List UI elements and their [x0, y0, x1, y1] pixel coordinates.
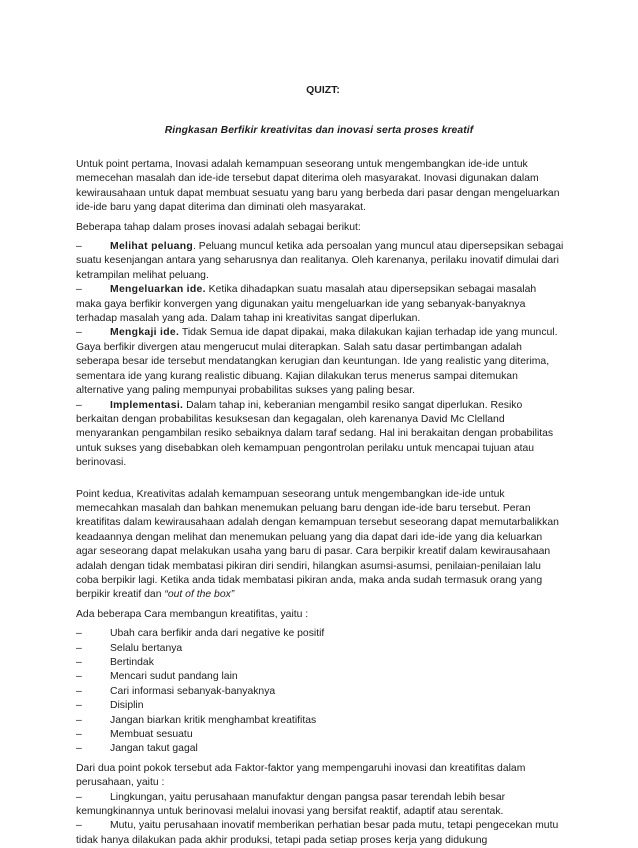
point2-text: Point kedua, Kreativitas adalah kemampuan seseorang untuk mengembangkan ide-ide untuk memecahkan masalah dan bahkan menemukan peluang baru dengan ide-ide baru tersebut. Peran kreatifitas dalam kewirausahaan adalah dengan kemampuan tersebut seseorang dapat memutarbalikkan keadaannya dengan melihat dan menemukan peluang yang dia dapat dari ide-ide yang dia keluarkan agar seseorang dapat melakukan usaha yang baru di pasar. Cara berpikir kreatif dalam kewirausahaan adalah dengan tidak membatasi pikiran diri sendiri, hilangkan asumsi-asumsi, penilaian-penilaian lalu coba berpikir lagi. Ketika anda tidak membatasi pikiran anda, maka anda sudah termasuk orang yang berpikir kreatif dan: [76, 488, 559, 601]
list-item: [76, 670, 564, 684]
stage-keyword: Implementasi.: [110, 399, 184, 411]
stage-item: [76, 326, 564, 398]
dash-bullet: –: [76, 284, 82, 296]
list-item-text: Membuat sesuatu: [110, 729, 193, 741]
list-item-text: Cari informasi sebanyak-banyaknya: [110, 685, 276, 697]
stage-text: Dalam tahap ini, keberanian mengambil resiko sangat diperlukan. Resiko berkaitan dengan probabilitas kesuksesan dan kegagalan, oleh karenanya David Mc Clelland menyarankan pengambilan resiko sebaiknya dalam taraf sedang. Hal ini berakaitan dengan probabilitas untuk sukses yang disebabkan oleh kemampuan pengontrolan perilaku untuk mencapai tujuan atau berinovasi.: [76, 399, 554, 469]
factors-intro: Dari dua point pokok tersebut ada Faktor-faktor yang mempengaruhi inovasi dan kreatifitas dalam perusahaan, yaitu :: [76, 762, 526, 789]
dash-bullet: –: [76, 700, 82, 712]
list-item: [76, 699, 564, 713]
dash-bullet: –: [76, 399, 82, 411]
list-item-text: Disiplin: [110, 700, 144, 712]
stage-text: Tidak Semua ide dapat dipakai, maka dilakukan kajian terhadap ide yang muncul. Gaya berfikir divergen atau mengerucut mulai diterapkan. Salah satu dasar pertimbangan adalah seberapa besar ide tersebut mendatangkan kerugian dan keuntungan. Ide yang realistic yang diterima, sementara ide yang kurang realistic dibuang. Kajian dilakukan terus menerus sampai ditemukan alternative yang paling mempunyai probabilitas sukses yang paling besar.: [76, 327, 558, 397]
document-body: [76, 158, 564, 848]
factor-item: [76, 791, 564, 820]
quiz-title: QUIZT:: [306, 84, 340, 96]
stages-intro: Beberapa tahap dalam proses inovasi adalah sebagai berikut:: [76, 221, 361, 233]
dash-bullet: –: [76, 628, 82, 640]
intro-paragraph: Untuk point pertama, Inovasi adalah kemampuan seseorang untuk mengembangkan ide-ide untuk memecehan masalah dan ide-ide tersebut dapat diterima oleh masyarakat. Inovasi digunakan dalam kewirausahaan untuk dapat membuat sesuatu yang baru yang berbeda dari pasar dengan mengeluarkan ide-ide baru yang dapat diterima dan diminati oleh masyarakat.: [76, 159, 560, 214]
dash-bullet: –: [76, 729, 82, 741]
stage-item: [76, 283, 564, 326]
list-item-text: Ubah cara berfikir anda dari negative ke positif: [110, 628, 325, 640]
dash-bullet: –: [76, 671, 82, 683]
dash-bullet: –: [76, 743, 82, 755]
list-item: [76, 685, 564, 699]
list-item-text: Jangan biarkan kritik menghambat kreatifitas: [110, 714, 317, 726]
list-item: [76, 714, 564, 728]
list-item: [76, 627, 564, 641]
stage-keyword: Melihat peluang: [110, 241, 194, 253]
dash-bullet: –: [76, 327, 82, 339]
dash-bullet: –: [76, 820, 82, 832]
factor-item: [76, 819, 564, 848]
list-item-text: Mencari sudut pandang lain: [110, 671, 238, 683]
stage-text: . Peluang muncul ketika ada persoalan yang muncul atau dipersepsikan sebagai suatu kesenjangan antara yang seharusnya dan realitanya. Oleh karenanya, perilaku inovatif dimulai dari ketrampilan melihat peluang.: [76, 241, 564, 281]
document-title: Ringkasan Berfikir kreativitas dan inovasi serta proses kreatif: [164, 125, 474, 136]
factor-text: Mutu, yaitu perusahaan inovatif memberikan perhatian besar pada mutu, tetapi pengecekan mutu tidak hanya dilakukan pada akhir produksi, tetapi pada setiap proses kerja yang didukung: [76, 820, 559, 846]
point2-paragraph: [76, 488, 564, 603]
dash-bullet: –: [76, 642, 82, 654]
dash-bullet: –: [76, 657, 82, 668]
stage-text: Ketika dihadapkan suatu masalah atau dipersepsikan sebagai masalah maka gaya berfikir konvergen yang digunakan yaitu mengeluarkan ide yang sebanyak-banyaknya terhadap masalah yang ada. Dalam tahap ini kreativitas sangat diperlukan.: [76, 284, 537, 325]
list-item-text: Selalu bertanya: [110, 642, 183, 654]
ways-intro: Ada beberapa Cara membangun kreatifitas, yaitu :: [76, 608, 309, 620]
factor-text: Lingkungan, yaitu perusahaan manufaktur dengan pangsa pasar terendah lebih besar kemungkinannya untuk berinovasi melalui inovasi yang bersifat reaktif, adaptif atau serentak.: [76, 791, 506, 818]
stage-keyword: Mengeluarkan ide.: [110, 284, 206, 296]
dash-bullet: –: [76, 791, 82, 803]
list-item: [76, 642, 564, 656]
stage-item: [76, 399, 564, 471]
list-item: [76, 728, 564, 742]
list-item-text: Jangan takut gagal: [110, 743, 198, 755]
dash-bullet: –: [76, 714, 82, 726]
list-item: [76, 742, 564, 756]
stage-item: [76, 240, 564, 283]
point2-italic: “out of the box”: [164, 589, 235, 601]
dash-bullet: –: [76, 241, 82, 253]
dash-bullet: –: [76, 685, 82, 697]
list-item-text: Bertindak: [110, 657, 154, 668]
list-item: [76, 656, 564, 670]
stage-keyword: Mengkaji ide.: [110, 327, 180, 339]
